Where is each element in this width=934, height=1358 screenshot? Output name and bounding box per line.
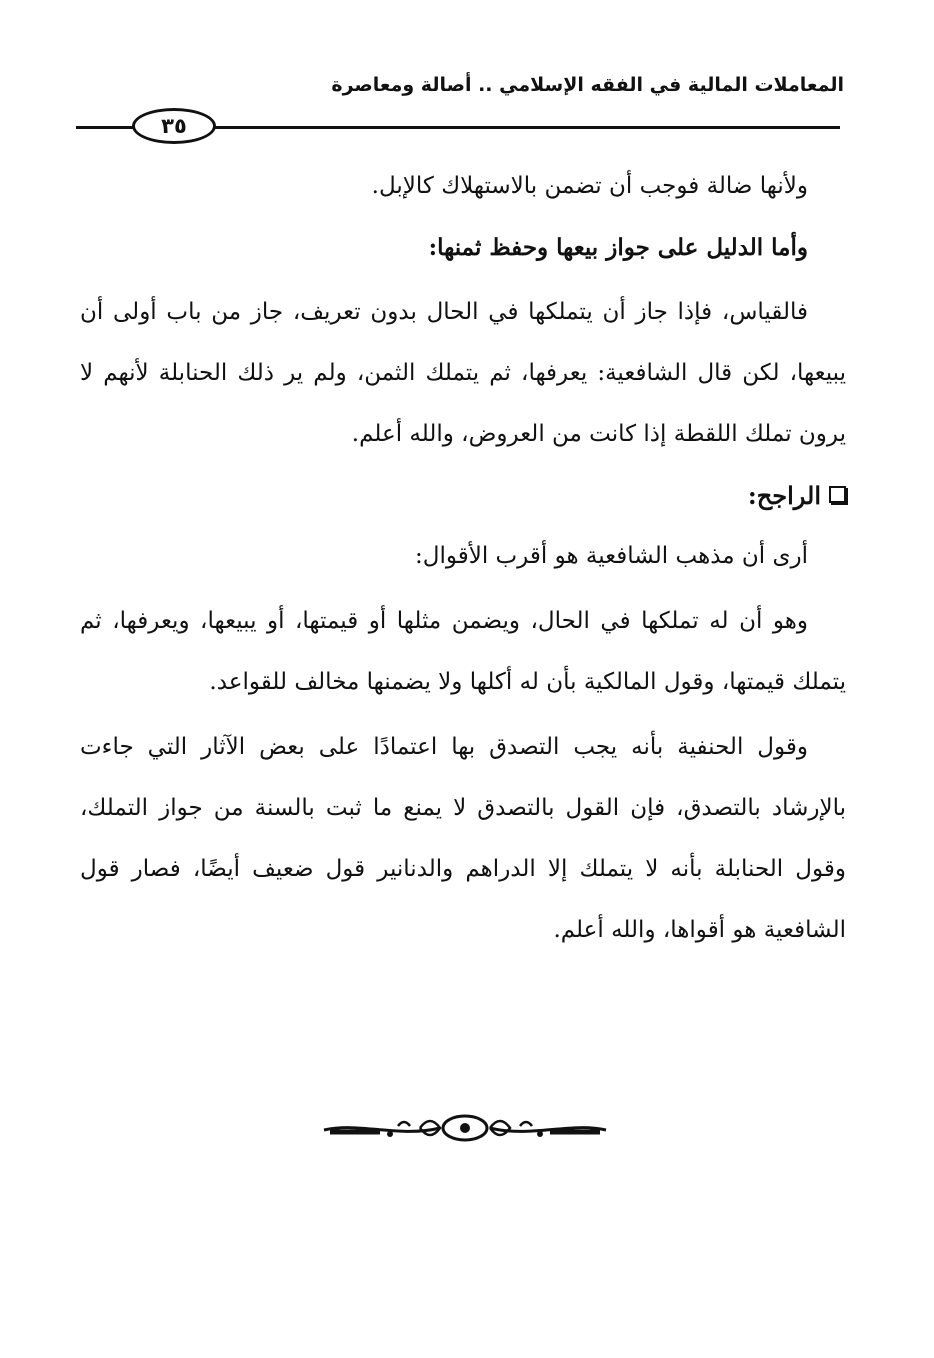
section-heading xyxy=(80,465,846,526)
body-text xyxy=(80,156,846,961)
paragraph-4: أرى أن مذهب الشافعية هو أقرب الأقوال: xyxy=(414,543,808,569)
paragraph-3: فالقياس، فإذا جاز أن يتملكها في الحال بدون تعريف، جاز من باب أولى أن يبيعها، لكن قال الشافعية: يعرفها، ثم يتملك الثمن، ولم ير ذلك الحنابلة لأنهم لا يرون تملك اللقطة إذا كانت من العروض، والله أعلم. xyxy=(80,299,846,447)
paragraph-6: وقول الحنفية بأنه يجب التصدق بها اعتمادًا على بعض الآثار التي جاءت بالإرشاد بالتصدق، فإن القول بالتصدق لا يمنع ما ثبت بالسنة من جواز التملك، وقول الحنابلة بأنه لا يتملك إلا الدراهم والدنانير قول ضعيف أيضًا، فصار قول الشافعية هو أقواها، والله أعلم. xyxy=(80,734,846,943)
subheading-evidence: وأما الدليل على جواز بيعها وحفظ ثمنها: xyxy=(428,234,808,261)
page-number-badge xyxy=(132,108,216,144)
paragraph-5: وهو أن له تملكها في الحال، ويضمن مثلها أو قيمتها، أو يبيعها، ويعرفها، ثم يتملك قيمتها، وقول المالكية بأن له أكلها ولا يضمنها مخالف للقواعد. xyxy=(80,608,846,695)
page-number: ٣٥ xyxy=(161,113,187,138)
section-heading-label: الراجح: xyxy=(747,481,821,510)
ornament-divider-icon xyxy=(320,1108,610,1148)
paragraph-1: ولأنها ضالة فوجب أن تضمن بالاستهلاك كالإبل. xyxy=(371,173,808,199)
running-header-title: المعاملات المالية في الفقه الإسلامي .. أصالة ومعاصرة xyxy=(331,74,844,96)
checkbox-icon xyxy=(829,486,846,503)
